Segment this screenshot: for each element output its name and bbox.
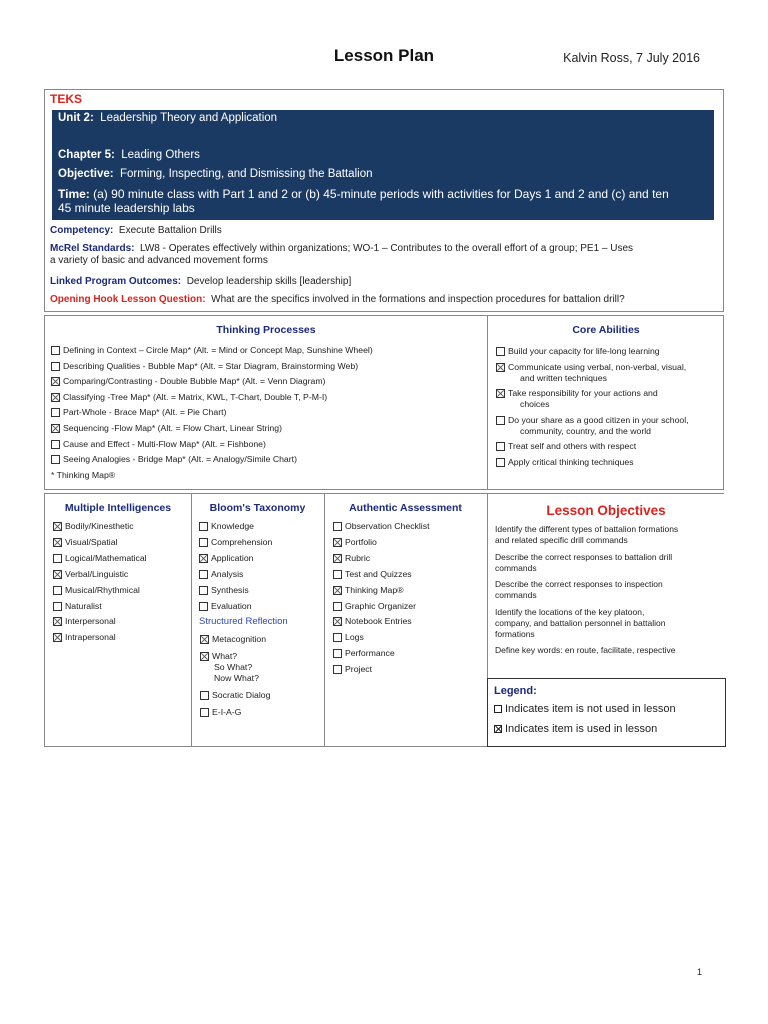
intelligence-item-label: Bodily/Kinesthetic bbox=[65, 521, 134, 531]
legend-used bbox=[494, 723, 657, 735]
assessment-item-label: Rubric bbox=[345, 552, 371, 563]
objective-value: Forming, Inspecting, and Dismissing the Battalion bbox=[120, 168, 373, 180]
empty-checkbox-icon[interactable] bbox=[496, 416, 505, 425]
checked-checkbox-icon[interactable] bbox=[51, 393, 60, 402]
checked-checkbox-icon[interactable] bbox=[496, 389, 505, 398]
empty-checkbox-icon[interactable] bbox=[333, 602, 342, 611]
lesson-objective-item bbox=[495, 579, 721, 601]
empty-checkbox-icon[interactable] bbox=[333, 649, 342, 658]
checked-checkbox-icon[interactable] bbox=[51, 424, 60, 433]
lesson-objective-line: Describe the correct responses to battalion drill bbox=[495, 551, 673, 562]
assessment-item-label: Test and Quizzes bbox=[345, 568, 412, 579]
linked-outcomes-row bbox=[50, 276, 720, 288]
empty-checkbox-icon[interactable] bbox=[200, 708, 209, 717]
empty-checkbox-icon[interactable] bbox=[199, 570, 208, 579]
mcrel-label: McRel Standards: bbox=[50, 243, 135, 254]
objective-label: Objective: bbox=[58, 168, 114, 180]
empty-checkbox-icon[interactable] bbox=[199, 586, 208, 595]
checked-checkbox-icon[interactable] bbox=[333, 554, 342, 563]
intelligence-item-label: Naturalist bbox=[65, 600, 102, 611]
core-abilities-heading: Core Abilities bbox=[572, 324, 640, 336]
competency-label: Competency: bbox=[50, 225, 114, 236]
checked-checkbox-icon[interactable] bbox=[496, 363, 505, 372]
structured-reflection-heading: Structured Reflection bbox=[199, 616, 288, 627]
lesson-objective-item bbox=[495, 552, 721, 574]
assessment-item-label: Graphic Organizer bbox=[345, 600, 416, 611]
thinking-process-item-label: Defining in Context – Circle Map* (Alt. = Mind or Concept Map, Sunshine Wheel) bbox=[63, 345, 373, 355]
empty-checkbox-icon[interactable] bbox=[53, 602, 62, 611]
lesson-objective-item bbox=[495, 524, 721, 546]
lesson-objective-line: formations bbox=[495, 628, 535, 639]
core-ability-item-label: Do your share as a good citizen in your school, bbox=[508, 414, 689, 425]
linked-value: Develop leadership skills [leadership] bbox=[186, 276, 352, 287]
divider bbox=[487, 316, 488, 489]
legend-used-text: Indicates item is used in lesson bbox=[505, 723, 658, 735]
unit-row bbox=[58, 111, 708, 125]
lesson-objectives-heading: Lesson Objectives bbox=[546, 503, 666, 518]
empty-checkbox-icon[interactable] bbox=[199, 602, 208, 611]
divider bbox=[324, 494, 325, 746]
page-number: 1 bbox=[696, 967, 702, 977]
process-abilities-section bbox=[44, 315, 724, 490]
time-label: Time: bbox=[58, 187, 90, 201]
time-value-2: 45 minute leadership labs bbox=[58, 201, 195, 215]
unit-banner bbox=[52, 110, 714, 220]
chapter-row bbox=[58, 148, 708, 162]
thinking-process-item-label: Seeing Analogies - Bridge Map* (Alt. = Analogy/Simile Chart) bbox=[63, 454, 297, 465]
empty-checkbox-icon[interactable] bbox=[333, 570, 342, 579]
blooms-item-label: Comprehension bbox=[211, 536, 273, 547]
empty-checkbox-icon bbox=[494, 705, 502, 713]
checked-checkbox-icon[interactable] bbox=[200, 635, 209, 644]
reflection-item-label: Now What? bbox=[214, 673, 259, 683]
author-date: Kalvin Ross, 7 July 2016 bbox=[563, 51, 700, 65]
empty-checkbox-icon[interactable] bbox=[51, 455, 60, 464]
unit-value: Leadership Theory and Application bbox=[100, 112, 278, 124]
empty-checkbox-icon[interactable] bbox=[199, 538, 208, 547]
authentic-assessment-heading: Authentic Assessment bbox=[349, 502, 462, 514]
hook-question-row bbox=[50, 294, 720, 306]
empty-checkbox-icon[interactable] bbox=[333, 665, 342, 674]
lesson-objective-item bbox=[495, 645, 721, 656]
blooms-item-label: Analysis bbox=[211, 568, 244, 579]
empty-checkbox-icon[interactable] bbox=[496, 458, 505, 467]
assessment-item-label: Performance bbox=[345, 648, 395, 659]
checked-checkbox-icon[interactable] bbox=[53, 522, 62, 531]
thinking-process-item-label: Cause and Effect - Multi-Flow Map* (Alt. = Fishbone) bbox=[63, 438, 266, 449]
empty-checkbox-icon[interactable] bbox=[53, 586, 62, 595]
lesson-objective-item bbox=[495, 607, 721, 640]
intelligence-item-label: Verbal/Linguistic bbox=[65, 568, 129, 579]
assessment-item-label: Portfolio bbox=[345, 536, 377, 547]
reflection-item-label: So What? bbox=[214, 662, 253, 672]
intelligence-item-label: Logical/Mathematical bbox=[65, 552, 147, 563]
linked-label: Linked Program Outcomes: bbox=[50, 276, 182, 287]
core-ability-item-label: community, country, and the world bbox=[520, 425, 652, 436]
lesson-objective-line: Define key words: en route, facilitate, respective bbox=[495, 645, 676, 655]
checked-checkbox-icon[interactable] bbox=[53, 633, 62, 642]
core-ability-item-label: Take responsibility for your actions and bbox=[508, 388, 658, 399]
checked-checkbox-icon[interactable] bbox=[200, 652, 209, 661]
checked-checkbox-icon[interactable] bbox=[333, 586, 342, 595]
hook-value: What are the specifics involved in the formations and inspection procedures for battalion drill? bbox=[211, 294, 625, 305]
checked-checkbox-icon[interactable] bbox=[51, 377, 60, 386]
empty-checkbox-icon[interactable] bbox=[53, 554, 62, 563]
reflection-item-label: E-I-A-G bbox=[212, 707, 242, 717]
thinking-processes-heading: Thinking Processes bbox=[216, 324, 316, 336]
intelligence-item-label: Musical/Rhythmical bbox=[65, 584, 140, 595]
checked-checkbox-icon bbox=[494, 725, 502, 733]
thinking-process-item-label: Comparing/Contrasting - Double Bubble Map* (Alt. = Venn Diagram) bbox=[63, 376, 326, 387]
chapter-label: Chapter 5: bbox=[58, 149, 115, 161]
teks-label: TEKS bbox=[50, 92, 83, 106]
multiple-intelligences-heading: Multiple Intelligences bbox=[64, 502, 172, 514]
assessment-section bbox=[44, 493, 724, 747]
thinking-map-footnote: * Thinking Map® bbox=[51, 470, 116, 480]
reflection-item-label: What? bbox=[212, 651, 238, 661]
teks-section bbox=[44, 89, 724, 312]
legend-heading: Legend: bbox=[494, 685, 537, 697]
empty-checkbox-icon[interactable] bbox=[51, 362, 60, 371]
unit-label: Unit 2: bbox=[58, 112, 94, 124]
chapter-value: Leading Others bbox=[121, 149, 200, 161]
competency-row bbox=[50, 225, 720, 237]
blooms-heading: Bloom's Taxonomy bbox=[209, 502, 306, 514]
empty-checkbox-icon[interactable] bbox=[496, 442, 505, 451]
legend-unused bbox=[494, 703, 676, 715]
core-ability-item-label: choices bbox=[520, 399, 550, 410]
mcrel-value-2: a variety of basic and advanced movement forms bbox=[50, 255, 268, 266]
page-title: Lesson Plan bbox=[333, 46, 435, 65]
lesson-objective-line: Describe the correct responses to inspection bbox=[495, 579, 663, 589]
lesson-objective-line: commands bbox=[495, 562, 537, 573]
blooms-item-label: Evaluation bbox=[211, 600, 252, 611]
time-row bbox=[58, 187, 708, 215]
lesson-objective-line: Identify the locations of the key platoon, bbox=[495, 606, 645, 617]
empty-checkbox-icon[interactable] bbox=[51, 408, 60, 417]
empty-checkbox-icon[interactable] bbox=[333, 522, 342, 531]
reflection-item-label: Metacognition bbox=[212, 634, 267, 644]
assessment-item-label: Notebook Entries bbox=[345, 616, 412, 627]
empty-checkbox-icon[interactable] bbox=[51, 346, 60, 355]
legend bbox=[487, 678, 726, 747]
intelligence-item-label: Interpersonal bbox=[65, 616, 116, 627]
assessment-item-label: Observation Checklist bbox=[345, 521, 430, 531]
thinking-process-item-label: Sequencing -Flow Map* (Alt. = Flow Chart, Linear String) bbox=[63, 423, 282, 433]
blooms-item-label: Synthesis bbox=[211, 584, 249, 595]
checked-checkbox-icon[interactable] bbox=[199, 554, 208, 563]
checked-checkbox-icon[interactable] bbox=[53, 570, 62, 579]
empty-checkbox-icon[interactable] bbox=[51, 440, 60, 449]
empty-checkbox-icon[interactable] bbox=[333, 633, 342, 642]
lesson-objective-line: Identify the different types of battalion formations bbox=[495, 524, 679, 534]
lesson-objective-line: company, and battalion personnel in battalion bbox=[495, 617, 666, 628]
thinking-process-item-label: Describing Qualities - Bubble Map* (Alt. = Star Diagram, Brainstorming Web) bbox=[63, 360, 359, 371]
assessment-item-label: Thinking Map® bbox=[345, 584, 404, 595]
checked-checkbox-icon[interactable] bbox=[53, 538, 62, 547]
assessment-item-label: Logs bbox=[345, 632, 364, 643]
lesson-objective-line: commands bbox=[495, 590, 537, 600]
mcrel-row bbox=[50, 243, 720, 267]
thinking-process-item-label: Classifying -Tree Map* (Alt. = Matrix, KWL, T-Chart, Double T, P-M-I) bbox=[63, 391, 328, 402]
lesson-objective-line: and related specific drill commands bbox=[495, 535, 628, 545]
core-ability-item-label: Treat self and others with respect bbox=[508, 441, 637, 452]
divider bbox=[191, 494, 192, 746]
competency-value: Execute Battalion Drills bbox=[118, 225, 222, 236]
time-value: (a) 90 minute class with Part 1 and 2 or (b) 45-minute periods with activities for Days 1 and 2 and (c) and ten bbox=[93, 187, 669, 201]
objective-row bbox=[58, 167, 708, 181]
checked-checkbox-icon[interactable] bbox=[333, 617, 342, 626]
assessment-item-label: Project bbox=[345, 664, 373, 675]
divider bbox=[487, 494, 488, 678]
core-ability-item-label: Build your capacity for life-long learning bbox=[508, 346, 660, 356]
empty-checkbox-icon[interactable] bbox=[199, 522, 208, 531]
checked-checkbox-icon[interactable] bbox=[53, 617, 62, 626]
blooms-item-label: Knowledge bbox=[211, 521, 254, 531]
legend-unused-text: Indicates item is not used in lesson bbox=[505, 703, 676, 715]
blooms-item-label: Application bbox=[211, 552, 254, 563]
empty-checkbox-icon[interactable] bbox=[200, 691, 209, 700]
core-ability-item-label: Apply critical thinking techniques bbox=[508, 457, 634, 467]
hook-label: Opening Hook Lesson Question: bbox=[50, 294, 206, 305]
intelligence-item-label: Visual/Spatial bbox=[65, 536, 118, 547]
intelligence-item-label: Intrapersonal bbox=[65, 632, 116, 643]
checked-checkbox-icon[interactable] bbox=[333, 538, 342, 547]
reflection-item-label: Socratic Dialog bbox=[212, 690, 271, 700]
thinking-process-item-label: Part-Whole - Brace Map* (Alt. = Pie Chart) bbox=[63, 407, 227, 418]
core-ability-item-label: Communicate using verbal, non-verbal, visual, bbox=[508, 361, 687, 372]
core-ability-item-label: and written techniques bbox=[520, 372, 607, 383]
empty-checkbox-icon[interactable] bbox=[496, 347, 505, 356]
mcrel-value: LW8 - Operates effectively within organizations; WO-1 – Contributes to the overall effort of a group; PE1 – Uses bbox=[140, 243, 634, 254]
